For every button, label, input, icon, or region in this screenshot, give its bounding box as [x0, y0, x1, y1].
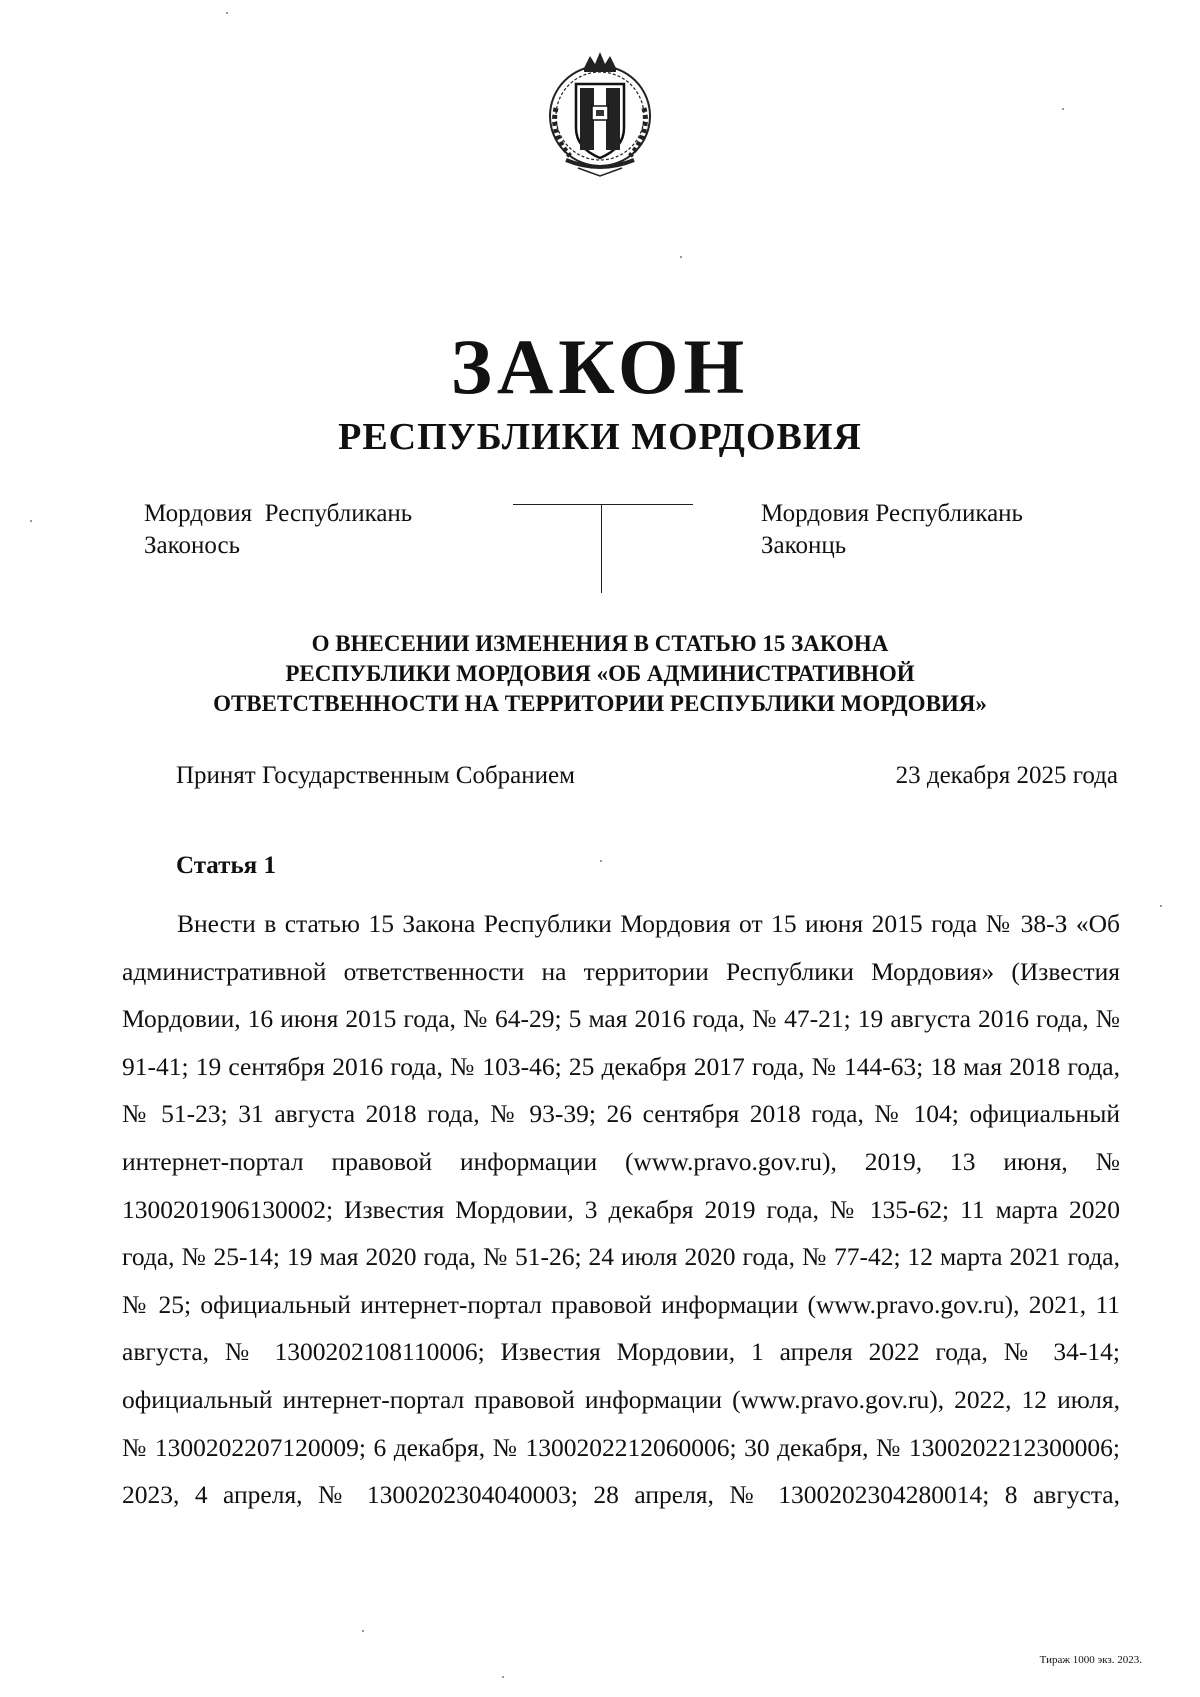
article-heading: Статья 1 — [176, 852, 276, 879]
scan-speck — [502, 1676, 504, 1678]
moksha-title-line1: Мордовия Республикань — [761, 500, 1023, 527]
header-divider-vertical — [601, 504, 602, 593]
subject-line-3: ОТВЕТСТВЕННОСТИ НА ТЕРРИТОРИИ РЕСПУБЛИКИ МОРДОВИЯ» — [213, 691, 987, 716]
erzya-title-line1: Мордовия Республикань — [144, 500, 413, 527]
mordovia-coat-of-arms-icon — [540, 48, 660, 178]
scan-speck — [30, 520, 32, 522]
print-run-note: Тираж 1000 экз. 2023. — [1039, 1654, 1142, 1666]
moksha-title-line2: Законць — [761, 532, 847, 559]
scan-speck — [1062, 108, 1064, 110]
subject-line-1: О ВНЕСЕНИИ ИЗМЕНЕНИЯ В СТАТЬЮ 15 ЗАКОНА — [311, 631, 889, 656]
law-subject-heading — [0, 629, 1200, 719]
scan-speck — [1160, 905, 1162, 907]
header-divider-horizontal — [513, 504, 693, 505]
scan-speck — [226, 12, 228, 14]
article-paragraph: Внести в статью 15 Закона Республики Мордовия от 15 июня 2015 года № 38-З «Об административной ответственности на территории Республики Мордовия» (Известия Мордовии, 16 июня 2015 года, № 64-29; 5 мая 2016 года, № 47-21; 19 августа 2016 года, № 91-41; 19 сентября 2016 года, № 103-46; 25 декабря 2017 года, № 144-63; 18 мая 2018 года, № 51-23; 31 августа 2018 года, № 93-39; 26 сентября 2018 года, № 104; официальный интернет-портал правовой информации (www.pravo.gov.ru), 2019, 13 июня, № 1300201906130002; Известия Мордовии, 3 декабря 2019 года, № 135-62; 11 марта 2020 года, № 25-14; 19 мая 2020 года, № 51-26; 24 июля 2020 года, № 77-42; 12 марта 2021 года, № 25; официальный интернет-портал правовой информации (www.pravo.gov.ru), 2021, 11 августа, № 1300202108110006; Известия Мордовии, 1 апреля 2022 года, № 34-14; официальный интернет-портал правовой информации (www.pravo.gov.ru), 2022, 12 июля, № 1300202207120009; 6 декабря, № 1300202212060006; 30 декабря, № 1300202212300006; 2023, 4 апреля, № 1300202304040003; 28 апреля, № 1300202304280014; 8 августа, — [122, 909, 1120, 1510]
scan-speck — [680, 256, 682, 258]
scan-speck — [600, 860, 602, 862]
adopted-by: Принят Государственным Собранием — [176, 762, 575, 789]
article-body — [122, 900, 1120, 1519]
document-title: ЗАКОН — [450, 323, 750, 410]
moksha-title-block — [761, 498, 1023, 562]
subject-line-2: РЕСПУБЛИКИ МОРДОВИЯ «ОБ АДМИНИСТРАТИВНОЙ — [285, 661, 915, 686]
erzya-title-line2: Законось — [144, 532, 240, 559]
erzya-title-block — [144, 498, 412, 562]
adoption-date: 23 декабря 2025 года — [895, 762, 1118, 789]
scan-speck — [362, 1630, 364, 1632]
document-subtitle: РЕСПУБЛИКИ МОРДОВИЯ — [338, 416, 862, 458]
